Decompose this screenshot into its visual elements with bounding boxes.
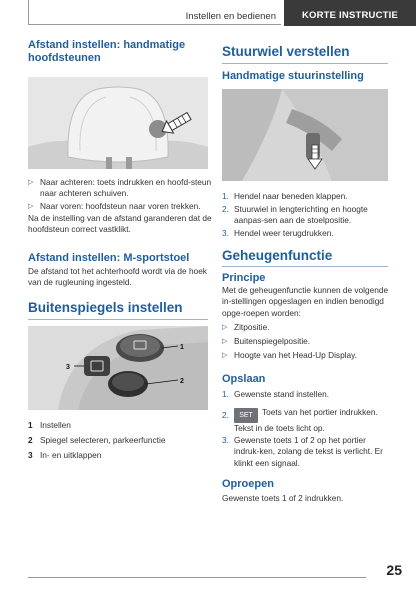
headrest-image (28, 77, 208, 169)
steering-lever-image (222, 89, 388, 181)
callout-label: 3 (66, 364, 70, 371)
memory-title: Geheugenfunctie (222, 248, 333, 263)
wheel-step: 2. Stuurwiel in lengterichting en hoogte aanpas-sen aan de stoelpositie. (222, 204, 368, 226)
header-divider (28, 0, 29, 24)
header-tab: KORTE INSTRUCTIE (284, 0, 416, 26)
header-section-title: Instellen en bedienen (185, 11, 276, 22)
mirrors-title-underline (28, 319, 208, 320)
headrest-title: Afstand instellen: handmatige hoofdsteunen (28, 39, 186, 64)
recall-text: Gewenste toets 1 of 2 indrukken. (222, 493, 344, 503)
save-step: 2. SET Toets van het portier indrukken. Tekst in de toets licht op. (222, 407, 378, 433)
page-number: 25 (386, 562, 402, 578)
callout-label: 2 (180, 378, 184, 385)
msport-title: Afstand instellen: M-sportstoel (28, 252, 190, 264)
set-button-icon: SET (234, 408, 258, 423)
principle-title: Principe (222, 272, 266, 284)
headrest-bullet-2: ▷ Naar voren: hoofdsteun naar voren trekken. (28, 201, 201, 211)
mirror-list-item: 2 Spiegel selecteren, parkeerfunctie (28, 435, 166, 445)
headrest-note: Na de instelling van de afstand garanderen dat de hoofdsteun correct vastklikt. (28, 213, 212, 235)
wheel-title-underline (222, 63, 388, 64)
save-step: 1. Gewenste stand instellen. (222, 389, 330, 399)
principle-bullet: ▷ Hoogte van het Head-Up Display. (222, 350, 357, 360)
principle-bullet: ▷ Zitpositie. (222, 322, 270, 332)
principle-text: Met de geheugenfunctie kunnen de volgende in-stellingen opgeslagen en indien benodigd opge-roepen worden: (222, 285, 389, 318)
triangle-bullet-icon: ▷ (222, 352, 228, 359)
wheel-subtitle: Handmatige stuurinstelling (222, 70, 364, 82)
mirror-list-item: 3 In- en uitklappen (28, 450, 102, 460)
save-title: Opslaan (222, 373, 266, 385)
wheel-title: Stuurwiel verstellen (222, 44, 350, 59)
principle-bullet: ▷ Buitenspiegelpositie. (222, 336, 311, 346)
mirror-control-image (28, 326, 208, 410)
triangle-bullet-icon: ▷ (28, 179, 34, 186)
headrest-bullet-1: ▷ Naar achteren: toets indrukken en hoofd-steun naar achteren schuiven. (28, 177, 212, 199)
header-rule (28, 24, 281, 25)
wheel-step: 1. Hendel naar beneden klappen. (222, 191, 348, 201)
mirrors-title: Buitenspiegels instellen (28, 300, 183, 315)
msport-text: De afstand tot het achterhoofd wordt via de hoek van de rugleuning ingesteld. (28, 266, 207, 288)
recall-title: Oproepen (222, 478, 274, 490)
memory-title-underline (222, 266, 388, 267)
mirror-list-item: 1 Instellen (28, 420, 71, 430)
triangle-bullet-icon: ▷ (28, 203, 34, 210)
triangle-bullet-icon: ▷ (222, 324, 228, 331)
triangle-bullet-icon: ▷ (222, 338, 228, 345)
callout-label: 1 (180, 344, 184, 351)
footer-rule (28, 577, 366, 578)
save-step: 3. Gewenste toets 1 of 2 op het portier indruk-ken, zolang de tekst is verlicht. Er klinkt een signaal. (222, 435, 383, 468)
wheel-step: 3. Hendel weer terugdrukken. (222, 228, 334, 238)
